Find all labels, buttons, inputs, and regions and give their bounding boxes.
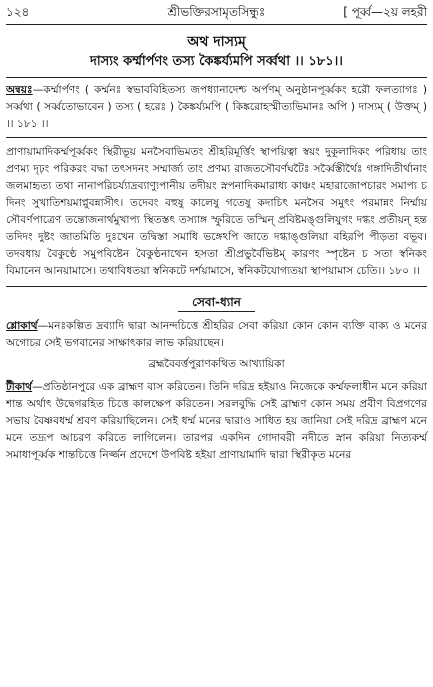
- shloka-label: শ্লোকার্থ: [6, 320, 38, 332]
- section-label: [ পূর্ব্ব—২য় লহরী: [343, 5, 427, 19]
- page-number: ১২৪: [6, 5, 30, 19]
- seva-title: সেবা-ধ্যান: [178, 293, 255, 312]
- story-title: ব্রহ্মবৈবর্ত্তপুরাণকথিত আখ্যায়িকা: [148, 358, 285, 370]
- verse-sutra: দাস্যং কর্ম্মার্পণং তস্য কৈঙ্কর্য্যমপি সর্ব্বথা ।। ১৮১।।: [90, 54, 343, 69]
- seva-section-header: [6, 286, 427, 312]
- book-title: শ্রীভক্তিরসামৃতসিন্ধুঃ: [167, 5, 266, 19]
- tika-label: টীকার্থ: [6, 381, 33, 393]
- anvaya-text: —কর্ম্মার্পণং ( কর্ম্মনঃ স্বভাববিহিতস্য জপধ্যানাদেশ্চ অর্পণম্ অনুষ্ঠানপূর্ব্বকং হরৌ ফলত্যাগঃ ) সর্ব্বথা ( সর্ব্বতোভাবেন ) তস্য ( হরেঃ ) কৈঙ্কর্য্যমপি ( কিঙ্করোহস্মীত্যভিমানঃ অপি ) দাস্যম্ ( উক্তম্ ) ।। ১৮১ ।।: [6, 84, 427, 130]
- chapter-heading: অথ দাস্যম্: [187, 34, 246, 50]
- shloka-meaning: [6, 318, 427, 352]
- tika-text: —প্রতিষ্ঠানপুরে এক ব্রাহ্মণ বাস করিতেন। তিনি দরিদ্র হইয়াও নিজেকে কর্ম্মফলাধীন মনে করিয়া শান্ত অর্থাৎ উদ্বেগরহিত চিত্তে কালক্ষেপ করিতেন। সরলবুদ্ধি সেই ব্রাহ্মণ কোন সময় প্রবীণ বিপ্রগণের সভায় বৈষ্ণবধর্ম্ম শ্রবণ করিয়াছিলেন। সেই ধর্ম্ম মনের দ্বারাও সাধিত হয় জানিয়া সেই দরিদ্র ব্রাহ্মণ মনে মনে তদ্রূপ আচরণ করিতে লাগিলেন। তারপর একদিন গোদাবরী নদীতে স্নান করিয়া নিত্যকর্ম্ম সমাধাপূর্ব্বক শান্তচিত্তে নির্জ্জন প্রদেশে উপবিষ্ট হইয়া প্রাণায়ামাদি দ্বারা স্থিরীকৃত মনের: [6, 381, 427, 461]
- anvaya-block: [6, 77, 427, 138]
- page-header: [6, 0, 427, 25]
- anvaya-label: অন্বয়ঃ: [6, 84, 33, 96]
- sanskrit-commentary: প্রাণায়ামাদিকর্ম্মপূর্ব্বকং স্থিরীভূয় মনসৈবাভিমতং শ্রীহরিমূর্ত্তিং স্থাপয়িত্বা স্বয়ং দুকূলাদিকং পরিধায় তাং প্রণম্য দৃঢ়ং পরিকরং বদ্ধা তৎসদনং সম্মার্জ্য তাং প্রণম্য রাজতসৌবর্ণঘটৈঃ সর্ব্বৈস্তীর্থৈঃ গঙ্গাদিতীর্থানাং জলমাহৃত্য তথা নানাপরিচর্য্যাদ্রব্যাণ্যুপানীয় তদীয়ং স্নপনাদিকমারাধ্য কাঞ্চং মহারাজোপচারং সমাপ্য চ দিনং সুখাতিশয়মাপ্নুবন্নাসীৎ। তদেবং বহুষু কালেষু গতেষু কদাচিৎ মনসৈব সমুৎং পরমান্নং নির্ম্মায় সৌবর্ণপাত্রেণ তন্তোজনার্থমুখাপ্য স্থিতস্তৎ তস্যাঙ্গ স্ফুরিতে তস্মিন্ প্রবিষ্টমঙ্গুলিযুগং দগ্ধং প্রতীয়ন্ হন্ত তদিদং দুষ্টং জাতমিতি দুঃখেন তদ্বিস্তা সমাধি ভঙ্গেঽপি জাতে দগ্ধাঙ্গুলিয়া বহিরপি পীড়তা বভূব। তদবধায় বৈকুণ্ঠে সমুপবিষ্টেন বৈকুণ্ঠনাথেন হসতা শ্রীপ্রভুর্বৈভিষ্টম্ কারণং স্পৃষ্টেন চ সতা স্বনিকং বিমানেন আনয়ামাসে। তথাবিধতয়া স্বনিকটে দর্শয়ামাসে, স্বনিকটযোগ্যতয়া স্থাপয়ামাস চেতি।। ১৮০ ।।: [6, 146, 427, 277]
- tika-meaning: [6, 379, 427, 464]
- shloka-text: —মনঃকল্পিত দ্রব্যাদি দ্বারা আনন্দচিত্তে শ্রীহরির সেবা করিয়া কোন কোন ব্যক্তি বাক্য ও মনের অগোচর সেই ভগবানের সাক্ষাৎকার লাভ করিয়াছেন।: [6, 320, 427, 349]
